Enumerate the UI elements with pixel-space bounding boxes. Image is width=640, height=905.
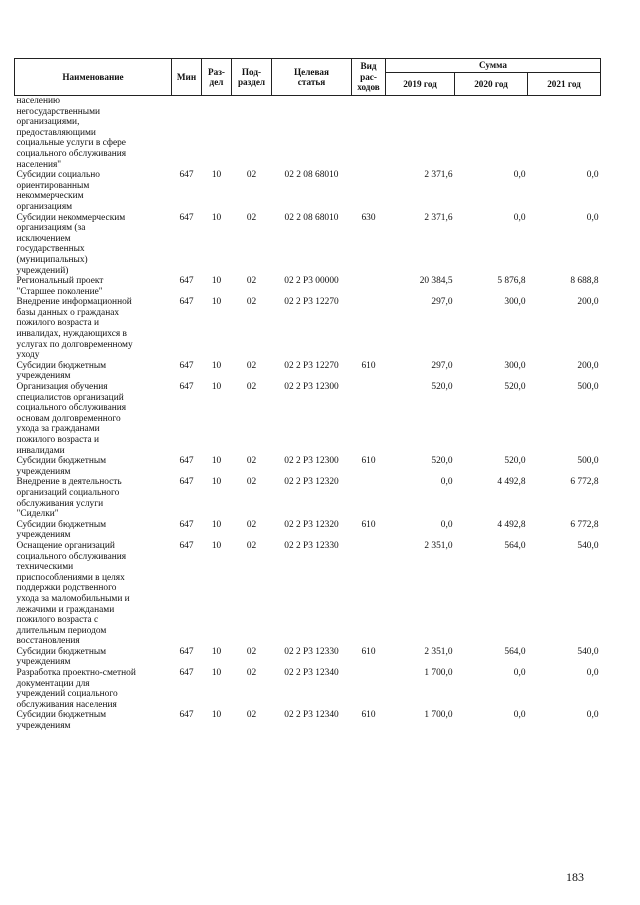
header-summa: Сумма	[386, 59, 601, 73]
row-name: Субсидии некоммерческим организациям (за исключением государственных (муниципальных) учреждений)	[16, 212, 126, 276]
table-row	[15, 710, 601, 731]
row-min: 647	[179, 360, 194, 371]
row-min: 647	[179, 477, 194, 488]
row-min: 647	[179, 170, 194, 181]
row-podrazdel: 02	[246, 540, 257, 551]
header-razdel: Раз- дел	[202, 59, 232, 96]
row-2019: 20 384,5	[419, 276, 453, 287]
row-2019: 520,0	[431, 382, 453, 393]
row-name: Разработка проектно-сметной документации для учреждений социального обслуживания населения	[16, 668, 136, 710]
row-razdel: 10	[211, 276, 222, 287]
row-vid	[352, 541, 386, 647]
row-razdel: 10	[211, 477, 222, 488]
row-min: 647	[179, 540, 194, 551]
row-2021: 0,0	[586, 212, 599, 223]
table-row	[15, 213, 601, 277]
table-row	[15, 647, 601, 668]
row-vid: 610	[361, 519, 376, 530]
row-razdel: 10	[211, 540, 222, 551]
row-2020: 300,0	[504, 360, 526, 371]
row-name: Субсидии бюджетным учреждениям	[16, 456, 107, 477]
row-2021: 540,0	[577, 646, 599, 657]
row-2019: 2 351,0	[424, 540, 453, 551]
row-vid	[352, 276, 386, 297]
header-target: Целевая статья	[272, 59, 352, 96]
row-2021: 0,0	[586, 710, 599, 721]
header-min: Мин	[172, 59, 202, 96]
row-target: 02 2 P3 12270	[284, 360, 339, 371]
table-row	[15, 276, 601, 297]
row-razdel: 10	[211, 646, 222, 657]
row-2019: 0,0	[440, 519, 453, 530]
row-podrazdel: 02	[246, 297, 257, 308]
row-vid: 610	[361, 646, 376, 657]
row-2019: 1 700,0	[424, 710, 453, 721]
row-razdel: 10	[211, 297, 222, 308]
row-target: 02 2 P3 00000	[284, 276, 339, 287]
row-2020: 0,0	[513, 668, 526, 679]
row-name: Внедрение информационной базы данных о гражданах пожилого возраста и инвалидах, нуждающихся в услугах по долговременному уходу	[16, 297, 133, 361]
table-header	[15, 59, 601, 96]
row-target: 02 2 P3 12300	[284, 456, 339, 467]
row-razdel: 10	[211, 519, 222, 530]
row-2019: 1 700,0	[424, 668, 453, 679]
row-target: 02 2 08 68010	[284, 170, 339, 181]
row-2019: 2 371,6	[424, 170, 453, 181]
row-2020: 520,0	[504, 456, 526, 467]
row-vid	[352, 382, 386, 456]
header-vid: Вид рас- ходов	[352, 59, 386, 96]
row-vid: 630	[361, 212, 376, 223]
row-name: Субсидии бюджетным учреждениям	[16, 360, 107, 382]
row-target: 02 2 P3 12340	[284, 668, 339, 679]
row-2019: 297,0	[431, 297, 453, 308]
row-2020: 4 492,8	[497, 477, 526, 488]
row-2021: 500,0	[577, 382, 599, 393]
row-target: 02 2 P3 12330	[284, 540, 339, 551]
header-2020: 2020 год	[455, 73, 528, 96]
row-target: 02 2 P3 12300	[284, 382, 339, 393]
row-vid	[352, 170, 386, 212]
continuation-text: населению негосударственными организациями, предоставляющими социальные услуги в сфере социального обслуживания населения"	[16, 96, 127, 170]
table-body	[15, 96, 601, 732]
row-name: Субсидии бюджетным учреждениям	[16, 646, 107, 668]
row-2020: 0,0	[513, 170, 526, 181]
row-min: 647	[179, 519, 194, 530]
row-razdel: 10	[211, 170, 222, 181]
row-2020: 4 492,8	[497, 519, 526, 530]
row-vid: 610	[361, 360, 376, 371]
row-name: Субсидии бюджетным учреждениям	[16, 710, 107, 732]
row-name: Внедрение в деятельность организаций социального обслуживания услуги "Сиделки"	[16, 477, 122, 520]
row-2020: 564,0	[504, 646, 526, 657]
row-podrazdel: 02	[246, 456, 257, 467]
row-2019: 2 351,0	[424, 646, 453, 657]
row-2019: 2 371,6	[424, 212, 453, 223]
row-min: 647	[179, 646, 194, 657]
row-podrazdel: 02	[246, 212, 257, 223]
table-row	[15, 668, 601, 710]
row-2019: 520,0	[431, 456, 453, 467]
row-name: Субсидии социально ориентированным некоммерческим организациям	[16, 170, 100, 212]
table-row	[15, 520, 601, 541]
row-2021: 500,0	[577, 456, 599, 467]
budget-table	[14, 58, 601, 732]
row-vid	[352, 297, 386, 361]
header-name: Наименование	[15, 59, 172, 96]
row-2020: 0,0	[513, 212, 526, 223]
header-podrazdel: Под- раздел	[232, 59, 272, 96]
row-podrazdel: 02	[246, 477, 257, 488]
row-podrazdel: 02	[246, 710, 257, 721]
row-min: 647	[179, 297, 194, 308]
row-2020: 300,0	[504, 297, 526, 308]
table-row	[15, 170, 601, 212]
row-2021: 6 772,8	[570, 477, 599, 488]
row-2021: 0,0	[586, 668, 599, 679]
row-2021: 0,0	[586, 170, 599, 181]
row-name: Организация обучения специалистов организаций социального обслуживания основам долговременного ухода за гражданами пожилого возраста и инвалидами	[16, 382, 127, 456]
row-name: Региональный проект "Старшее поколение"	[16, 276, 104, 297]
row-vid: 610	[361, 710, 376, 721]
row-podrazdel: 02	[246, 360, 257, 371]
row-razdel: 10	[211, 710, 222, 721]
row-target: 02 2 08 68010	[284, 212, 339, 223]
row-target: 02 2 P3 12320	[284, 477, 339, 488]
header-2021: 2021 год	[528, 73, 601, 96]
row-vid	[352, 477, 386, 519]
row-name: Оснащение организаций социального обслуживания техническими приспособлениями в целях поддержки родственного ухода за маломобильными и лежачими и гражданами пожилого возраста с длительным периодом восстановления	[16, 540, 130, 647]
row-min: 647	[179, 276, 194, 287]
table-row	[15, 456, 601, 477]
row-target: 02 2 P3 12340	[284, 710, 339, 721]
row-name: Субсидии бюджетным учреждениям	[16, 519, 107, 541]
row-min: 647	[179, 382, 194, 393]
row-2019: 297,0	[431, 360, 453, 371]
row-razdel: 10	[211, 212, 222, 223]
row-2020: 0,0	[513, 710, 526, 721]
table-row	[15, 297, 601, 361]
row-min: 647	[179, 456, 194, 467]
row-2021: 200,0	[577, 297, 599, 308]
page-number: 183	[566, 870, 584, 884]
row-2019: 0,0	[440, 477, 453, 488]
row-vid: 610	[361, 456, 376, 467]
row-podrazdel: 02	[246, 170, 257, 181]
row-razdel: 10	[211, 456, 222, 467]
row-min: 647	[179, 710, 194, 721]
row-2021: 200,0	[577, 360, 599, 371]
row-podrazdel: 02	[246, 519, 257, 530]
row-2020: 564,0	[504, 540, 526, 551]
table-row	[15, 382, 601, 456]
row-podrazdel: 02	[246, 382, 257, 393]
row-min: 647	[179, 212, 194, 223]
row-target: 02 2 P3 12330	[284, 646, 339, 657]
row-min: 647	[179, 668, 194, 679]
row-razdel: 10	[211, 360, 222, 371]
row-vid	[352, 668, 386, 710]
row-razdel: 10	[211, 382, 222, 393]
row-2020: 5 876,8	[497, 276, 526, 287]
row-target: 02 2 P3 12320	[284, 519, 339, 530]
row-target: 02 2 P3 12270	[284, 297, 339, 308]
row-podrazdel: 02	[246, 668, 257, 679]
table-row	[15, 361, 601, 382]
table-row	[15, 541, 601, 647]
row-podrazdel: 02	[246, 276, 257, 287]
row-2021: 540,0	[577, 540, 599, 551]
row-razdel: 10	[211, 668, 222, 679]
row-2021: 6 772,8	[570, 519, 599, 530]
row-podrazdel: 02	[246, 646, 257, 657]
continuation-row	[15, 96, 601, 171]
header-2019: 2019 год	[386, 73, 455, 96]
table-row	[15, 477, 601, 519]
row-2021: 8 688,8	[570, 276, 599, 287]
row-2020: 520,0	[504, 382, 526, 393]
